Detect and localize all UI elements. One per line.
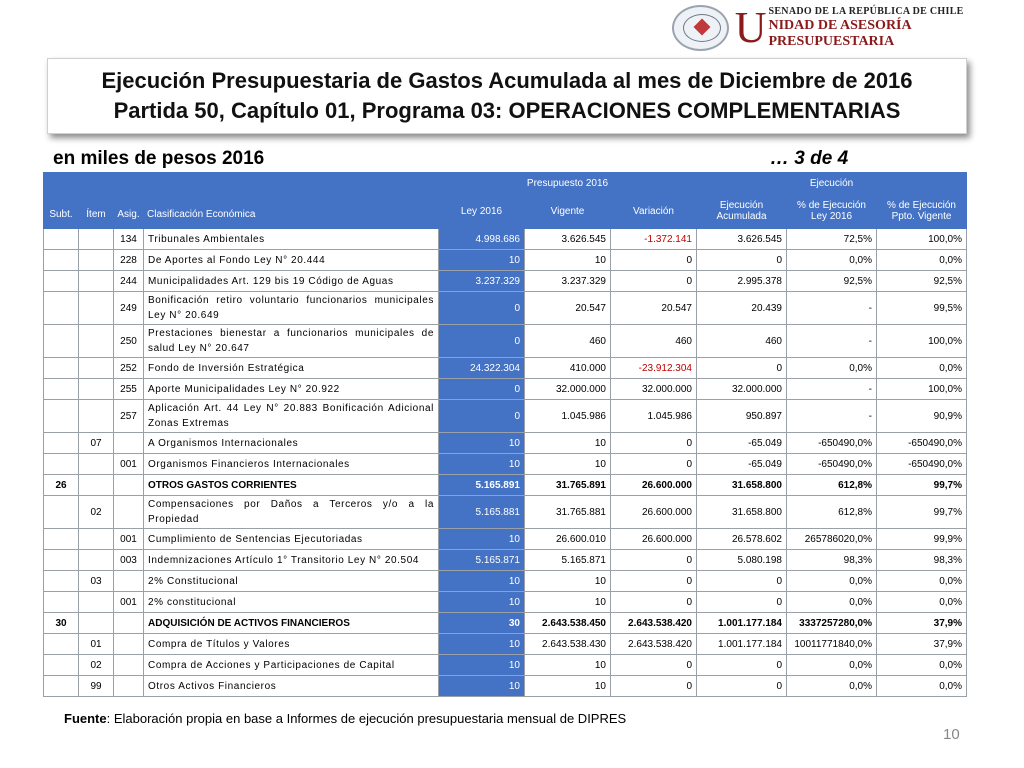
- cell-vigente: 32.000.000: [525, 379, 611, 400]
- cell-item: [79, 229, 114, 250]
- cell-pct-vigente: 0,0%: [877, 655, 967, 676]
- cell-ley-2016: 0: [439, 325, 525, 358]
- cell-subt: [44, 676, 79, 697]
- col-ejecucion-acumulada: [697, 194, 787, 229]
- cell-ejecucion-acumulada: 0: [697, 592, 787, 613]
- cell-variacion: 26.600.000: [611, 496, 697, 529]
- cell-ley-2016: 24.322.304: [439, 358, 525, 379]
- slide-number: 10: [943, 726, 960, 743]
- cell-variacion: 0: [611, 571, 697, 592]
- cell-clasificacion: A Organismos Internacionales: [144, 433, 439, 454]
- cell-asig: [114, 676, 144, 697]
- cell-variacion: -1.372.141: [611, 229, 697, 250]
- cell-subt: [44, 358, 79, 379]
- cell-asig: [114, 634, 144, 655]
- cell-ley-2016: 10: [439, 433, 525, 454]
- cell-asig: 001: [114, 592, 144, 613]
- cell-variacion: 26.600.000: [611, 529, 697, 550]
- cell-vigente: 2.643.538.450: [525, 613, 611, 634]
- col-ejecucion-acumulada-line1: Ejecución: [719, 200, 764, 211]
- table-row: [44, 229, 967, 250]
- cell-variacion: -23.912.304: [611, 358, 697, 379]
- table-row: [44, 400, 967, 433]
- cell-ley-2016: 5.165.871: [439, 550, 525, 571]
- cell-subt: 30: [44, 613, 79, 634]
- cell-subt: [44, 271, 79, 292]
- cell-ley-2016: 10: [439, 592, 525, 613]
- cell-pct-vigente: -650490,0%: [877, 454, 967, 475]
- cell-pct-ley: -: [787, 325, 877, 358]
- table-row: [44, 292, 967, 325]
- cell-vigente: 10: [525, 655, 611, 676]
- cell-clasificacion: 2% Constitucional: [144, 571, 439, 592]
- cell-variacion: 26.600.000: [611, 475, 697, 496]
- cell-ejecucion-acumulada: 1.001.177.184: [697, 634, 787, 655]
- cell-pct-ley: 10011771840,0%: [787, 634, 877, 655]
- table-row: [44, 433, 967, 454]
- cell-subt: [44, 229, 79, 250]
- table-row: [44, 592, 967, 613]
- cell-pct-ley: 0,0%: [787, 358, 877, 379]
- cell-ley-2016: 10: [439, 529, 525, 550]
- cell-asig: 249: [114, 292, 144, 325]
- cell-variacion: 32.000.000: [611, 379, 697, 400]
- cell-subt: 26: [44, 475, 79, 496]
- cell-ejecucion-acumulada: 460: [697, 325, 787, 358]
- title-box: [47, 58, 967, 134]
- source-text: : Elaboración propia en base a Informes de ejecución presupuestaria mensual de DIPRES: [106, 711, 627, 726]
- org-name: [768, 6, 1024, 50]
- cell-ejecucion-acumulada: 0: [697, 676, 787, 697]
- cell-pct-vigente: 100,0%: [877, 325, 967, 358]
- cell-variacion: 2.643.538.420: [611, 613, 697, 634]
- table-row: [44, 475, 967, 496]
- cell-item: [79, 475, 114, 496]
- cell-pct-ley: 0,0%: [787, 592, 877, 613]
- cell-clasificacion: Organismos Financieros Internacionales: [144, 454, 439, 475]
- cell-variacion: 0: [611, 433, 697, 454]
- cell-vigente: 2.643.538.430: [525, 634, 611, 655]
- cell-pct-ley: 98,3%: [787, 550, 877, 571]
- cell-subt: [44, 655, 79, 676]
- cell-asig: [114, 475, 144, 496]
- cell-pct-ley: 3337257280,0%: [787, 613, 877, 634]
- cell-pct-vigente: 100,0%: [877, 379, 967, 400]
- cell-asig: 001: [114, 529, 144, 550]
- cell-clasificacion: Aplicación Art. 44 Ley N° 20.883 Bonificación Adicional Zonas Extremas: [144, 400, 439, 433]
- cell-vigente: 10: [525, 592, 611, 613]
- cell-item: [79, 592, 114, 613]
- cell-vigente: 3.237.329: [525, 271, 611, 292]
- cell-pct-ley: 92,5%: [787, 271, 877, 292]
- cell-subt: [44, 454, 79, 475]
- cell-ley-2016: 0: [439, 379, 525, 400]
- table-row: [44, 529, 967, 550]
- table-row: [44, 325, 967, 358]
- cell-variacion: 0: [611, 655, 697, 676]
- cell-asig: [114, 571, 144, 592]
- cell-ley-2016: 3.237.329: [439, 271, 525, 292]
- table-row: [44, 271, 967, 292]
- cell-variacion: 0: [611, 271, 697, 292]
- cell-pct-vigente: 0,0%: [877, 571, 967, 592]
- table-row: [44, 655, 967, 676]
- cell-asig: [114, 655, 144, 676]
- cell-clasificacion: Indemnizaciones Artículo 1° Transitorio Ley N° 20.504: [144, 550, 439, 571]
- cell-clasificacion: OTROS GASTOS CORRIENTES: [144, 475, 439, 496]
- col-clasificacion: Clasificación Económica: [144, 173, 439, 229]
- currency-subtitle: en miles de pesos 2016: [53, 148, 265, 169]
- cell-variacion: 0: [611, 550, 697, 571]
- cell-pct-ley: 0,0%: [787, 676, 877, 697]
- cell-asig: 257: [114, 400, 144, 433]
- cell-asig: 228: [114, 250, 144, 271]
- table-row: [44, 676, 967, 697]
- col-pct-vigente: [877, 194, 967, 229]
- cell-asig: 001: [114, 454, 144, 475]
- cell-ley-2016: 10: [439, 655, 525, 676]
- cell-ejecucion-acumulada: 31.658.800: [697, 496, 787, 529]
- group-presupuesto: Presupuesto 2016: [439, 173, 697, 194]
- org-line2: NIDAD DE ASESORÍA PRESUPUESTARIA: [768, 18, 911, 49]
- table-row: [44, 496, 967, 529]
- cell-ejecucion-acumulada: 0: [697, 358, 787, 379]
- cell-vigente: 3.626.545: [525, 229, 611, 250]
- cell-ley-2016: 10: [439, 454, 525, 475]
- cell-pct-vigente: 0,0%: [877, 676, 967, 697]
- cell-item: [79, 292, 114, 325]
- cell-asig: [114, 496, 144, 529]
- cell-subt: [44, 292, 79, 325]
- cell-variacion: 0: [611, 454, 697, 475]
- budget-table: [43, 172, 967, 697]
- cell-asig: 134: [114, 229, 144, 250]
- col-pct-ley-line1: % de Ejecución: [797, 200, 866, 211]
- cell-subt: [44, 529, 79, 550]
- cell-variacion: 0: [611, 250, 697, 271]
- cell-ley-2016: 10: [439, 634, 525, 655]
- cell-clasificacion: Municipalidades Art. 129 bis 19 Código de Aguas: [144, 271, 439, 292]
- cell-vigente: 460: [525, 325, 611, 358]
- cell-vigente: 10: [525, 250, 611, 271]
- cell-ejecucion-acumulada: -65.049: [697, 454, 787, 475]
- cell-ley-2016: 4.998.686: [439, 229, 525, 250]
- cell-pct-vigente: 99,7%: [877, 475, 967, 496]
- cell-variacion: 460: [611, 325, 697, 358]
- page-of-indicator: … 3 de 4: [770, 148, 849, 169]
- cell-vigente: 26.600.010: [525, 529, 611, 550]
- cell-clasificacion: 2% constitucional: [144, 592, 439, 613]
- cell-asig: 252: [114, 358, 144, 379]
- cell-item: [79, 400, 114, 433]
- source-label: Fuente: [64, 711, 107, 726]
- cell-ley-2016: 5.165.881: [439, 496, 525, 529]
- org-line1: SENADO DE LA REPÚBLICA DE CHILE: [768, 6, 964, 17]
- cell-asig: 250: [114, 325, 144, 358]
- table-row: [44, 571, 967, 592]
- logo-initial: U: [734, 3, 767, 52]
- cell-ley-2016: 10: [439, 676, 525, 697]
- cell-ejecucion-acumulada: 20.439: [697, 292, 787, 325]
- cell-item: [79, 379, 114, 400]
- cell-ejecucion-acumulada: 0: [697, 250, 787, 271]
- table-row: [44, 250, 967, 271]
- cell-subt: [44, 634, 79, 655]
- cell-pct-vigente: 37,9%: [877, 613, 967, 634]
- cell-item: [79, 271, 114, 292]
- cell-item: [79, 613, 114, 634]
- cell-item: 02: [79, 496, 114, 529]
- cell-asig: 003: [114, 550, 144, 571]
- cell-ejecucion-acumulada: 31.658.800: [697, 475, 787, 496]
- senado-logo: [672, 4, 1024, 52]
- cell-pct-ley: 0,0%: [787, 250, 877, 271]
- table-row: [44, 613, 967, 634]
- col-subt: Subt.: [44, 173, 79, 229]
- cell-asig: 244: [114, 271, 144, 292]
- cell-clasificacion: Cumplimiento de Sentencias Ejecutoriadas: [144, 529, 439, 550]
- cell-vigente: 10: [525, 571, 611, 592]
- cell-ejecucion-acumulada: 0: [697, 571, 787, 592]
- cell-asig: 255: [114, 379, 144, 400]
- cell-ejecucion-acumulada: 1.001.177.184: [697, 613, 787, 634]
- cell-asig: [114, 613, 144, 634]
- cell-subt: [44, 592, 79, 613]
- cell-pct-vigente: 100,0%: [877, 229, 967, 250]
- col-pct-ley-line2: Ley 2016: [810, 211, 853, 222]
- col-pct-ley: [787, 194, 877, 229]
- cell-clasificacion: Compra de Títulos y Valores: [144, 634, 439, 655]
- cell-subt: [44, 571, 79, 592]
- cell-clasificacion: De Aportes al Fondo Ley N° 20.444: [144, 250, 439, 271]
- cell-subt: [44, 250, 79, 271]
- cell-pct-ley: 612,8%: [787, 475, 877, 496]
- cell-item: [79, 529, 114, 550]
- cell-item: [79, 454, 114, 475]
- cell-item: 02: [79, 655, 114, 676]
- senado-seal-icon: [672, 5, 729, 51]
- cell-clasificacion: Tribunales Ambientales: [144, 229, 439, 250]
- cell-clasificacion: Aporte Municipalidades Ley N° 20.922: [144, 379, 439, 400]
- cell-clasificacion: Compra de Acciones y Participaciones de Capital: [144, 655, 439, 676]
- cell-clasificacion: Otros Activos Financieros: [144, 676, 439, 697]
- cell-pct-vigente: 98,3%: [877, 550, 967, 571]
- cell-variacion: 0: [611, 676, 697, 697]
- cell-clasificacion: Prestaciones bienestar a funcionarios municipales de salud Ley N° 20.647: [144, 325, 439, 358]
- cell-ejecucion-acumulada: 950.897: [697, 400, 787, 433]
- cell-ejecucion-acumulada: 0: [697, 655, 787, 676]
- cell-vigente: 10: [525, 433, 611, 454]
- cell-clasificacion: Compensaciones por Daños a Terceros y/o a la Propiedad: [144, 496, 439, 529]
- cell-pct-vigente: 99,5%: [877, 292, 967, 325]
- cell-ley-2016: 0: [439, 400, 525, 433]
- cell-subt: [44, 325, 79, 358]
- cell-pct-ley: -650490,0%: [787, 433, 877, 454]
- cell-variacion: 1.045.986: [611, 400, 697, 433]
- cell-pct-ley: -650490,0%: [787, 454, 877, 475]
- title-line1: Ejecución Presupuestaria de Gastos Acumulada al mes de Diciembre de 2016: [101, 68, 913, 93]
- cell-subt: [44, 433, 79, 454]
- col-variacion: Variación: [611, 194, 697, 229]
- cell-pct-ley: 72,5%: [787, 229, 877, 250]
- cell-ley-2016: 30: [439, 613, 525, 634]
- cell-clasificacion: Bonificación retiro voluntario funcionarios municipales Ley N° 20.649: [144, 292, 439, 325]
- cell-ejecucion-acumulada: 32.000.000: [697, 379, 787, 400]
- cell-pct-vigente: 90,9%: [877, 400, 967, 433]
- cell-pct-ley: -: [787, 400, 877, 433]
- title-line2: Partida 50, Capítulo 01, Programa 03: OPERACIONES COMPLEMENTARIAS: [113, 98, 901, 123]
- cell-ejecucion-acumulada: 2.995.378: [697, 271, 787, 292]
- group-ejecucion: Ejecución: [697, 173, 967, 194]
- source-note: [64, 711, 626, 726]
- col-asig: Asig.: [114, 173, 144, 229]
- cell-item: [79, 550, 114, 571]
- table-row: [44, 550, 967, 571]
- col-item: Ítem: [79, 173, 114, 229]
- cell-variacion: 20.547: [611, 292, 697, 325]
- cell-asig: [114, 433, 144, 454]
- cell-vigente: 1.045.986: [525, 400, 611, 433]
- cell-item: 07: [79, 433, 114, 454]
- cell-pct-ley: -: [787, 379, 877, 400]
- table-header-row-group: [44, 173, 967, 194]
- cell-subt: [44, 379, 79, 400]
- cell-vigente: 5.165.871: [525, 550, 611, 571]
- cell-ejecucion-acumulada: 3.626.545: [697, 229, 787, 250]
- cell-item: [79, 250, 114, 271]
- cell-ley-2016: 5.165.891: [439, 475, 525, 496]
- cell-pct-vigente: -650490,0%: [877, 433, 967, 454]
- cell-vigente: 10: [525, 676, 611, 697]
- cell-pct-ley: -: [787, 292, 877, 325]
- cell-pct-vigente: 92,5%: [877, 271, 967, 292]
- cell-vigente: 31.765.891: [525, 475, 611, 496]
- col-ejecucion-acumulada-line2: Acumulada: [716, 211, 767, 222]
- table-row: [44, 454, 967, 475]
- cell-pct-ley: 265786020,0%: [787, 529, 877, 550]
- cell-pct-vigente: 0,0%: [877, 592, 967, 613]
- cell-clasificacion: Fondo de Inversión Estratégica: [144, 358, 439, 379]
- table-row: [44, 634, 967, 655]
- cell-ley-2016: 0: [439, 292, 525, 325]
- cell-ejecucion-acumulada: 5.080.198: [697, 550, 787, 571]
- cell-variacion: 2.643.538.420: [611, 634, 697, 655]
- cell-clasificacion: ADQUISICIÓN DE ACTIVOS FINANCIEROS: [144, 613, 439, 634]
- cell-vigente: 20.547: [525, 292, 611, 325]
- cell-pct-vigente: 37,9%: [877, 634, 967, 655]
- col-ley-2016: Ley 2016: [439, 194, 525, 229]
- cell-pct-vigente: 99,9%: [877, 529, 967, 550]
- cell-pct-vigente: 0,0%: [877, 358, 967, 379]
- cell-vigente: 31.765.881: [525, 496, 611, 529]
- cell-variacion: 0: [611, 592, 697, 613]
- cell-item: 03: [79, 571, 114, 592]
- cell-pct-ley: 612,8%: [787, 496, 877, 529]
- cell-subt: [44, 550, 79, 571]
- cell-item: [79, 325, 114, 358]
- table-row: [44, 379, 967, 400]
- cell-ejecucion-acumulada: -65.049: [697, 433, 787, 454]
- cell-vigente: 10: [525, 454, 611, 475]
- cell-pct-ley: 0,0%: [787, 571, 877, 592]
- cell-ley-2016: 10: [439, 571, 525, 592]
- table-row: [44, 358, 967, 379]
- table-body: [44, 229, 967, 697]
- cell-item: 99: [79, 676, 114, 697]
- cell-pct-vigente: 99,7%: [877, 496, 967, 529]
- col-vigente: Vigente: [525, 194, 611, 229]
- col-pct-vigente-line2: Ppto. Vigente: [891, 211, 952, 222]
- col-pct-vigente-line1: % de Ejecución: [887, 200, 956, 211]
- cell-subt: [44, 400, 79, 433]
- cell-pct-ley: 0,0%: [787, 655, 877, 676]
- cell-item: 01: [79, 634, 114, 655]
- cell-ejecucion-acumulada: 26.578.602: [697, 529, 787, 550]
- cell-pct-vigente: 0,0%: [877, 250, 967, 271]
- cell-item: [79, 358, 114, 379]
- cell-ley-2016: 10: [439, 250, 525, 271]
- cell-subt: [44, 496, 79, 529]
- cell-vigente: 410.000: [525, 358, 611, 379]
